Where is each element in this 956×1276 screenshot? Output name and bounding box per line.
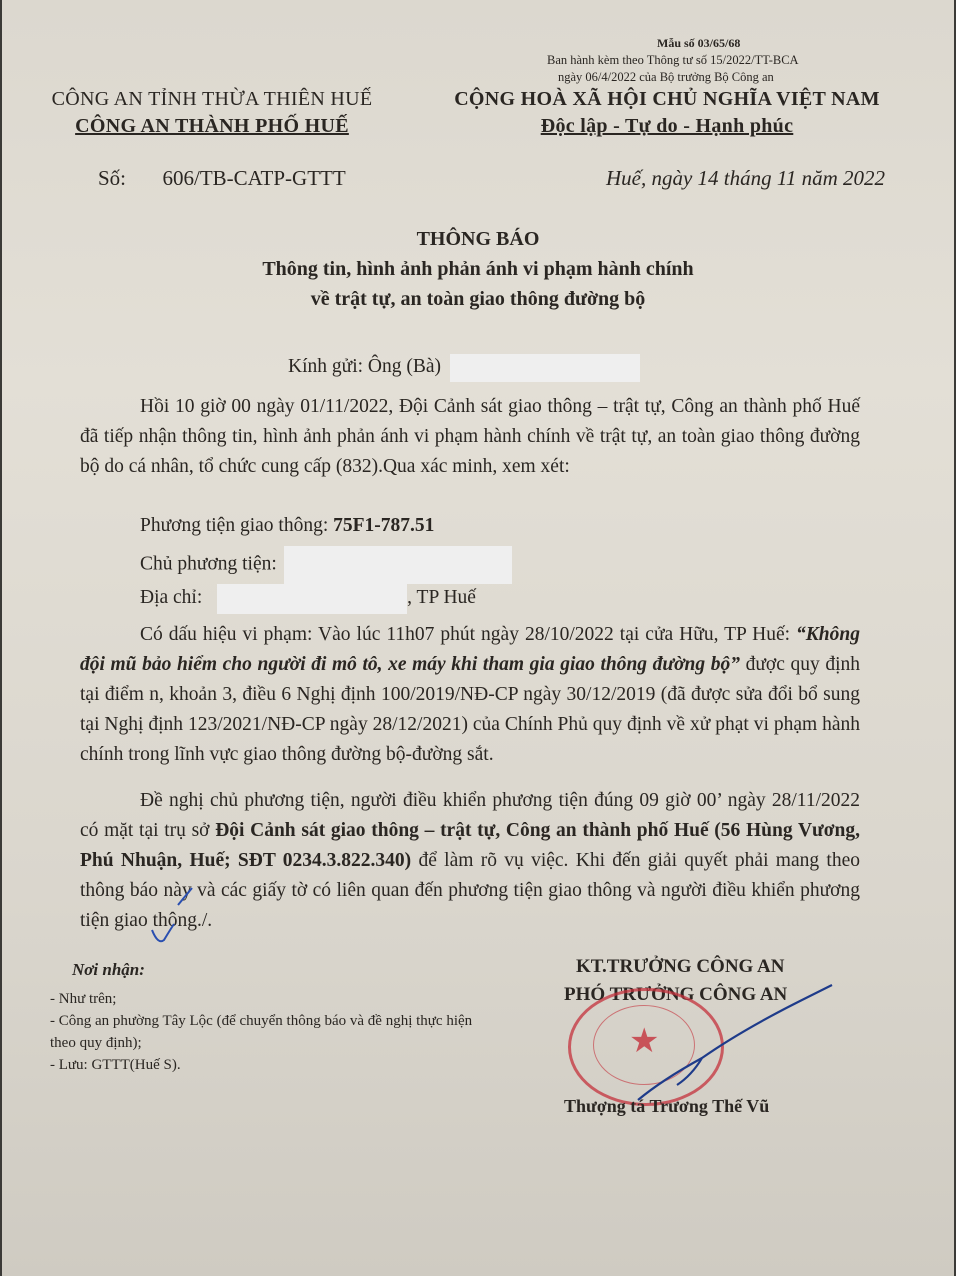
address-label: Địa chỉ: [140, 587, 203, 608]
recipients-title: Nơi nhận: [72, 960, 145, 979]
nation-motto-text: Độc lập - Tự do - Hạnh phúc [540, 115, 794, 137]
recipient-item: - Lưu: GTTT(Huế S). [50, 1057, 181, 1073]
signature-title-1: KT.TRƯỞNG CÔNG AN [576, 956, 785, 977]
handwritten-signature [638, 985, 832, 1100]
nation-title: CỘNG HOÀ XÃ HỘI CHỦ NGHĨA VIỆT NAM [454, 88, 880, 110]
agency-name-text: CÔNG AN THÀNH PHỐ HUẾ [75, 115, 349, 137]
request-rest: để làm rõ vụ việc. Khi đến giải quyết phải mang theo thông báo này và các giấy tờ có liên quan đến phương tiện giao thông và người điều khiển phương tiện giao thông./. [80, 850, 860, 931]
pen-tick-mark [178, 888, 192, 905]
form-issuance-line2: ngày 06/4/2022 của Bộ trưởng Bộ Công an [558, 70, 774, 84]
pen-marks [2, 0, 954, 1276]
address-suffix: , TP Huế [407, 587, 476, 608]
request-intro: Đề nghị chủ phương tiện, người điều khiển phương tiện đúng 09 giờ 00’ ngày 28/11/2022 có mặt tại trụ sở [80, 790, 860, 841]
vehicle-plate: 75F1-787.51 [333, 515, 435, 536]
greeting-text: Kính gửi: Ông (Bà) [288, 356, 442, 377]
place-date: Huế, ngày 14 tháng 11 năm 2022 [606, 166, 885, 190]
signer-name: Thượng tá Trương Thế Vũ [564, 1096, 770, 1116]
recipient-item: - Công an phường Tây Lộc (để chuyển thông báo và đề nghị thực hiện theo quy định); [50, 1013, 473, 1051]
signature-title-2: PHÓ TRƯỞNG CÔNG AN [564, 984, 788, 1005]
vehicle-label: Phương tiện giao thông: [140, 515, 329, 536]
violation-rest: được quy định tại điểm n, khoản 3, điều 6 Nghị định 100/2019/NĐ-CP ngày 30/12/2019 (đã được sửa đổi bổ sung tại Nghị định 123/2021/NĐ-CP ngày 28/12/2021) của Chính Phủ quy định về xử phạt vi phạm hành chính trong lĩnh vực giao thông đường bộ-đường sắt. [80, 654, 860, 765]
recipient-item: - Như trên; [50, 991, 117, 1007]
violation-intro: Có dấu hiệu vi phạm: Vào lúc 11h07 phút ngày 28/10/2022 tại cửa Hữu, TP Huế: [140, 624, 797, 645]
form-issuance-line1: Ban hành kèm theo Thông tư số 15/2022/TT-BCA [547, 53, 799, 67]
doc-number-label: Số: [98, 166, 127, 190]
seal-star-icon: ★ [629, 1023, 660, 1060]
intro-paragraph: Hồi 10 giờ 00 ngày 01/11/2022, Đội Cảnh sát giao thông – trật tự, Công an thành phố Huế đã tiếp nhận thông tin, hình ảnh phản ánh vi phạm hành chính về trật tự, an toàn giao thông đường bộ do cá nhân, tổ chức cung cấp (832).Qua xác minh, xem xét: [80, 396, 860, 477]
form-number: Mẫu số 03/65/68 [657, 36, 741, 50]
document-page [2, 0, 954, 1276]
agency-parent: CÔNG AN TỈNH THỪA THIÊN HUẾ [51, 88, 373, 110]
doc-subtitle-1: Thông tin, hình ảnh phản ánh vi phạm hành chính [262, 258, 694, 280]
doc-title: THÔNG BÁO [416, 228, 540, 250]
request-place: Đội Cảnh sát giao thông – trật tự, Công an thành phố Huế (56 Hùng Vương, Phú Nhuận, Huế; SĐT 0234.3.822.340) [80, 820, 860, 871]
doc-subtitle-2: về trật tự, an toàn giao thông đường bộ [310, 288, 646, 310]
doc-number-value: 606/TB-CATP-GTTT [162, 166, 346, 190]
pen-check-mark [152, 924, 174, 941]
owner-label: Chủ phương tiện: [140, 553, 277, 575]
violation-quote: “Không đội mũ bảo hiểm cho người đi mô tô, xe máy khi tham gia giao thông đường bộ” [80, 624, 860, 675]
